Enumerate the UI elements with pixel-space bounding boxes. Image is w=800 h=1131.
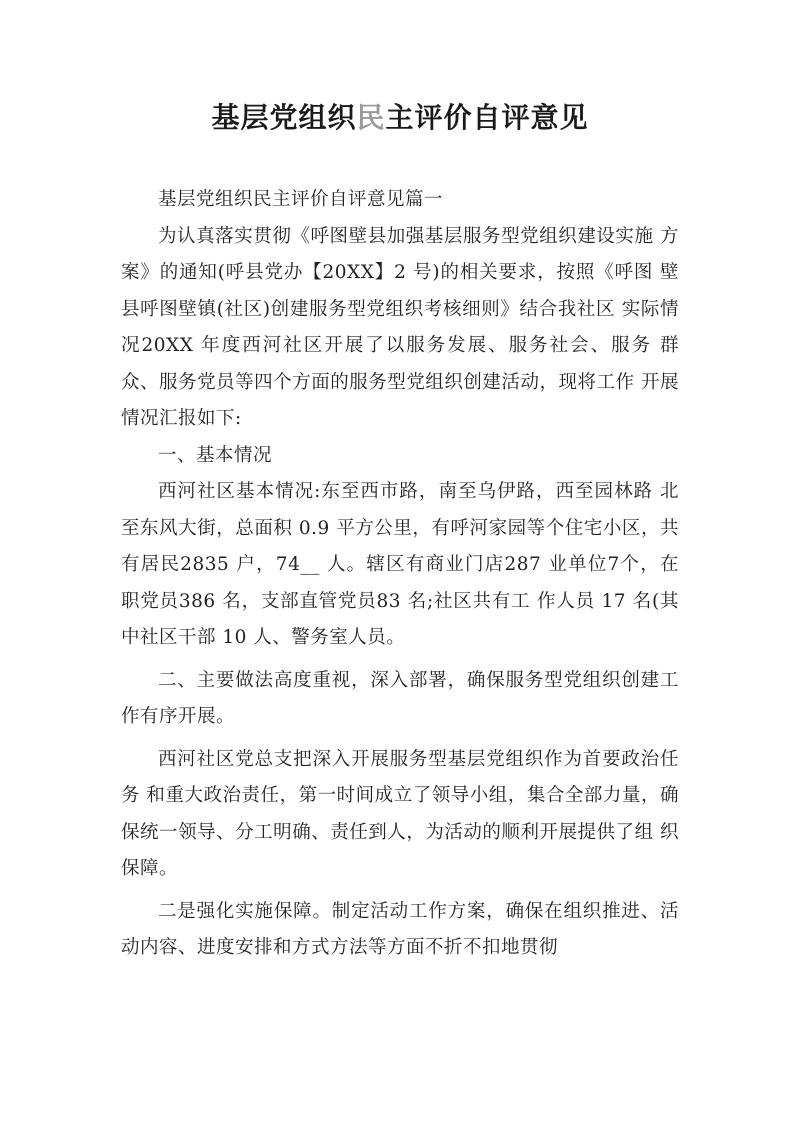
title-text-faded: 民	[356, 101, 386, 134]
paragraph-basic-info: 西河社区基本情况:东至西市路，南至乌伊路，西至园林路 北至东风大街，总面积 0.9 平方公里，有呼河家园等个住宅小区，共有居民2835 户，74__ 人。辖区有商业门店287 业单位7个，在职党员386 名，支部直管党员83 名;社区共有工 作人员 17 名(其中社区干部 10 人、警务室人员。	[121, 481, 679, 648]
section-heading-main-practices: 二、主要做法高度重视，深入部署，确保服务型党组织创建工作有序开展。	[121, 669, 679, 727]
paragraph-intro: 为认真落实贯彻《呼图壁县加强基层服务型党组织建设实施 方案》的通知(呼县党办【20XX】2 号)的相关要求，按照《呼图 壁县呼图壁镇(社区)创建服务型党组织考核细则》结合我社区 实际情况20XX 年度西河社区开展了以服务发展、服务社会、服务 群众、服务党员等四个方面的服务型党组织创建活动，现将工作 开展情况汇报如下:	[121, 225, 679, 429]
title-text-part2: 主评价自评意见	[385, 101, 589, 134]
document-title	[0, 98, 800, 138]
document-body	[121, 182, 679, 967]
title-text-part1: 基层党组织	[211, 101, 357, 134]
section-heading-basic-info: 一、基本情况	[158, 444, 273, 466]
paragraph-party-branch: 西河社区党总支把深入开展服务型基层党组织作为首要政治任务 和重大政治责任，第一时间成立了领导小组，集合全部力量，确 保统一领导、分工明确、责任到人，为活动的顺利开展提供了组 织保障。	[121, 748, 679, 879]
paragraph-implementation: 二是强化实施保障。制定活动工作方案，确保在组织推进、活动内容、进度安排和方式方法等方面不折不扣地贯彻	[121, 900, 679, 958]
paragraph-subtitle: 基层党组织民主评价自评意见篇一	[158, 189, 444, 210]
